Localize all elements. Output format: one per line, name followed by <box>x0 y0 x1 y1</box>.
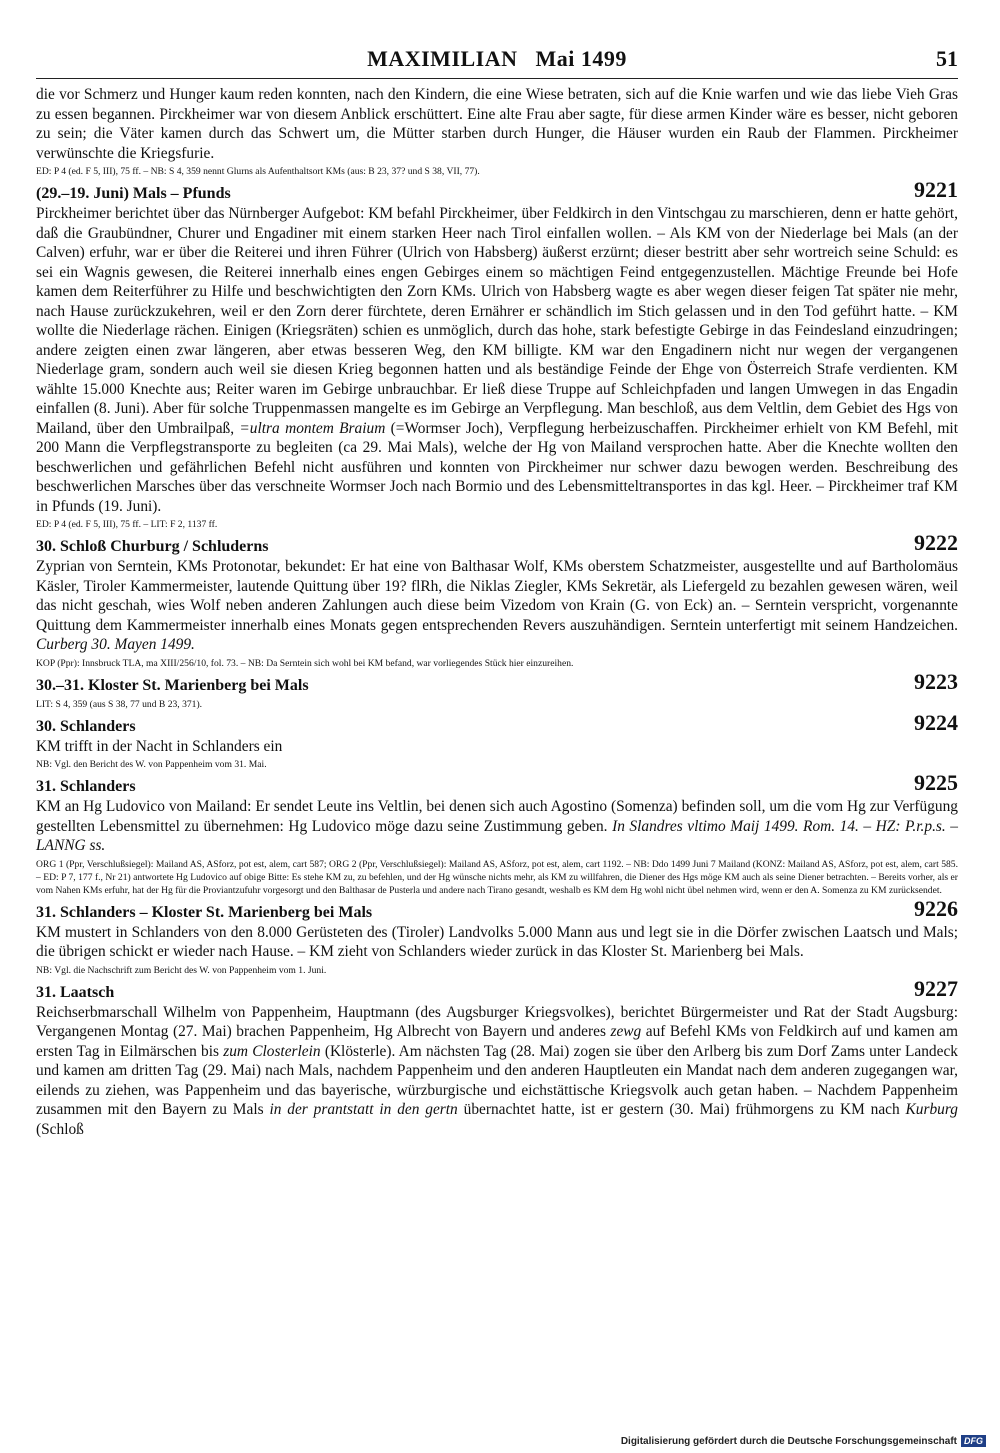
entry-text <box>36 204 958 516</box>
entry-9224 <box>36 709 958 772</box>
italic-segment: Curberg 30. Mayen 1499. <box>36 636 195 653</box>
page-number: 51 <box>936 46 958 71</box>
text-segment: (=Wormser Joch), Verpflegung herbeizuschaffen. Pirckheimer erhielt von KM Befehl, mit 200 Mann die Verpflegstransporte zu begleiten (ca 29. Mai Mals), welche der Hg von Mailand versprochen hatte. Aber die Knechte wollten den beschwerlichen und gefährlichen Befehl nicht ausführen und konnten von Pirckheimer nur schwer dazu bewogen werden. Beschreibung des beschwerlichen Marsches über das verschneite Wormser Joch nach Bormio und des Lebensmitteltransportes in das kgl. Heer. – Pirckheimer traf KM in Pfunds (19. Juni). <box>36 419 958 515</box>
italic-segment: in der prantstatt in den gertn <box>269 1101 458 1118</box>
entry-text <box>36 1003 958 1140</box>
entry-note: LIT: S 4, 359 (aus S 38, 77 und B 23, 371). <box>36 698 203 710</box>
entry-date-place: 31. Laatsch <box>36 983 115 1001</box>
text-segment: auf Befehl KMs von Feldkirch auf und kamen am ersten Tag in Eilmärschen bis <box>36 1023 958 1060</box>
running-header <box>36 44 958 79</box>
text-segment: Reichserbmarschall Wilhelm von Pappenheim, Hauptmann (des Augsburger Kriegsvolkes), berichtet Bürgermeister und Rat der Stadt Augsburg: Vergangenen Montag (27. Mai) brachen Pappenheim, Hg Albrecht von Bayern und anderes <box>36 1003 958 1040</box>
text-segment: Pirckheimer berichtet über das Nürnberger Aufgebot: KM befahl Pirckheimer, über Feldkirch in den Vintschgau zu marschieren, denn er hatte gehört, daß die Graubündner, Churer und Engadiner mit einem starken Heer nach Tirol einfallen wollen. – Als KM von der Niederlage bei Mals (an der Calven) erfuhr, war er über die Reiterei und ihren Führer (Ulrich von Habsberg) äußerst erzürnt; dieser bestritt aber sehr wortreich seine Schuld: es sei ein Wagnis gewesen, die Reiterei innerhalb eines engen Gebirges einem so mächtigen Feind entgegenzustellen. Mächtige Freunde bei Hofe kamen dem Reiterführer zu Hilfe und beschwichtigten den Zorn KMs. Ulrich von Habsberg wagte es aber wegen dieser feigen Tat später nie mehr, nach Hause zurückzukehren, weil er den Zorn derer fürchtete, deren Ernährer er schändlich im Stich gelassen und in den Tod geführt hatte. – KM wollte die Niederlage rächen. Einigen (Kriegsräten) schien es unmöglich, durch das hohe, stark befestigte Gebirge in das Feindesland einzudringen; andere zeigten einen zwar längeren, aber etwas besseren Weg, den KM billigte. KM war den Engadinern nicht nur wegen der vergangenen Niederlage gram, sondern auch weil sie diesen Krieg begonnen hatten und als beständige Feinde der Ehge von Österreich Strafe verdienten. KM wählte 15.000 Knechte aus; Reiter waren im Gebirge unbrauchbar. Er ließ diese Truppe auf Schleichpfaden und langen Umwegen in das Engadin einfallen (8. Juni). Aber für solche Truppenmassen mangelte es im Gebirge an Verpflegung. Man beschloß, aus dem Veltlin, dem Gebiet des Hgs von Mailand, über den Umbrailpaß, <box>36 205 958 437</box>
entry-date-place: 30.–31. Kloster St. Marienberg bei Mals <box>36 676 309 694</box>
intro-note: ED: P 4 (ed. F 5, III), 75 ff. – NB: S 4, 359 nennt Glurns als Aufenthaltsort KMs (aus: B 23, 37? und S 38, VII, 77). <box>36 166 480 177</box>
italic-segment: zum Closterlein <box>223 1042 321 1060</box>
text-segment: KM an Hg Ludovico von Mailand: Er sendet Leute ins Veltlin, bei denen sich auch Agostino (Somenza) befinden soll, um die vom Hg zur Verfügung gestellten Lebensmittel zu übernehmen: Hg Ludovico möge dazu seine Zustimmung geben. <box>36 798 958 835</box>
italic-segment: =ultra montem Braium <box>239 419 386 437</box>
header-name: MAXIMILIAN <box>367 46 518 71</box>
digitization-footer <box>621 1435 986 1447</box>
intro-paragraph: die vor Schmerz und Hunger kaum reden konnten, nach den Kindern, die eine Wiese betraten, sich auf die Knie warfen und wie das liebe Vieh Gras zu essen begannen. Pirckheimer war von diesem Anblick erschüttert. Eine alte Frau aber sagte, für diese armen Kinder wäre es besser, nicht geboren zu sein; die Väter kamen durch das Schwert um, die Mütter starben durch Hunger, die Häuser wurden ein Raub der Flammen. Pirckheimer verwünschte die Kriegsfurie. <box>36 86 958 162</box>
header-title <box>36 46 958 72</box>
entry-note: NB: Vgl. die Nachschrift zum Bericht des W. von Pappenheim vom 1. Juni. <box>36 964 327 976</box>
document-body <box>36 85 958 1139</box>
header-month: Mai 1499 <box>535 46 627 71</box>
entry-number: 9222 <box>914 530 958 555</box>
entry-number: 9223 <box>914 668 958 694</box>
entry-9223 <box>36 668 958 711</box>
text-segment: (Schloß <box>36 1120 84 1138</box>
entry-text: KM trifft in der Nacht in Schlanders ein <box>36 737 283 755</box>
footer-text: Digitalisierung gefördert durch die Deutsche Forschungsgemeinschaft <box>620 1435 957 1447</box>
entry-heading <box>36 668 958 696</box>
entry-heading <box>36 709 958 737</box>
entry-heading <box>36 530 958 557</box>
entry-text <box>36 557 958 655</box>
italic-segment: zewg <box>610 1023 642 1040</box>
entry-number: 9221 <box>914 177 958 202</box>
entry-date-place: 31. Schlanders – Kloster St. Marienberg bei Mals <box>36 903 373 921</box>
entry-note: ORG 1 (Ppr, Verschlußsiegel): Mailand AS, ASforz, pot est, alem, cart 587; ORG 2 (Ppr, Verschlußsiegel): Mailand AS, ASforz, pot est, alem, cart 1192. – NB: Ddo 1499 Juni 7 Mailand (KONZ: Mailand AS, ASforz, pot est, alem, cart 585. – ED: P 7, 177 f., Nr 21) antwortete Hg Ludovico auf obige Bitte: Es stehe KM zu, zu befehlen, und der Hg wünsche nichts mehr, als KM zu willfahren, die Diener des Hgs möge KM auch als seine Diener betrachten. – Bereits vorher, als er vom Nahen KMs erfuhr, hat der Hg für die Proviantzufuhr vorgesorgt und den Balthasar de Pusterla und andere nach Tirano gesandt, weshalb es KM dem Hg wohl nicht übel nehmen wird, wenn er den A. Somenza zu KM zurücksendet. <box>36 858 958 896</box>
entry-note: ED: P 4 (ed. F 5, III), 75 ff. – LIT: F 2, 1137 ff. <box>36 519 218 530</box>
italic-segment: Kurburg <box>905 1101 958 1118</box>
entry-9225 <box>36 770 958 897</box>
entry-date-place: (29.–19. Juni) Mals – Pfunds <box>36 185 231 202</box>
entry-9222 <box>36 530 958 670</box>
entry-note: KOP (Ppr): Innsbruck TLA, ma XIII/256/10, fol. 73. – NB: Da Serntein sich wohl bei KM befand, war vorliegendes Stück hier einzureihen. <box>36 657 574 669</box>
entry-number: 9226 <box>914 895 958 921</box>
entry-9227 <box>36 975 958 1140</box>
text-segment: Zyprian von Serntein, KMs Protonotar, bekundet: Er hat eine von Balthasar Wolf, KMs oberstem Schatzmeister, ausgestellte und auf Bartholomäus Käsler, Tiroler Kammermeister, lautende Quittung über 19? flRh, die Niklas Ziegler, KMs Sekretär, als Liefergeld zu bezahlen gewesen wären, weil das nicht geschah, wies Wolf neben anderen Zahlungen auch diese beim Vizedom von Krain (G. von Eck) an. – Serntein verspricht, vorgenannte Quittung dem Kammermeister innerhalb eines Monats gegen entsprechenden Revers auszuhändigen. Serntein unterfertigt mit seinem Handzeichen. <box>36 558 958 634</box>
entry-heading <box>36 975 958 1003</box>
entry-heading <box>36 177 958 204</box>
italic-segment: In Slandres vltimo Maij 1499. Rom. 14. – HZ: P.r.p.s. – LANNG ss. <box>36 817 958 854</box>
entry-number: 9225 <box>914 770 958 795</box>
entry-text <box>36 797 958 856</box>
entry-date-place: 30. Schloß Churburg / Schluderns <box>36 538 269 555</box>
entry-date-place: 31. Schlanders <box>36 778 136 795</box>
entry-9221 <box>36 177 958 531</box>
entry-heading <box>36 895 958 923</box>
entry-9226 <box>36 895 958 977</box>
entry-heading <box>36 770 958 797</box>
document-page <box>36 44 958 1139</box>
entry-number: 9227 <box>914 975 958 1001</box>
dfg-logo: DFG <box>961 1435 986 1447</box>
entry-date-place: 30. Schlanders <box>36 717 136 735</box>
entry-text: KM mustert in Schlanders von den 8.000 Gerüsteten des (Tiroler) Landvolks 5.000 Mann aus und legt sie in die Dörfer zwischen Laatsch und Mals; die übrigen schickt er wieder nach Hause. – KM zieht von Schlanders wieder zurück in das Kloster St. Marienberg bei Mals. <box>36 923 958 960</box>
text-segment: übernachtet hatte, ist er gestern (30. Mai) frühmorgens zu KM nach <box>457 1101 906 1118</box>
text-segment: (Klösterle). Am nächsten Tag (28. Mai) zogen sie über den Arlberg bis zum Dorf Zams unter Landeck und kamen am dritten Tag (29. Mai) nach Mals, nachdem Pappenheim und den anderen Hauptleuten ein Mandat nach dem anderen zugegangen war, eilends zu ziehen, was Pappenheim und das bayerische, würzburgische und eichstättische Kriegsvolk auch getan haben. – Nachdem Pappenheim zusammen mit den Bayern zu Mals <box>36 1042 958 1118</box>
entry-number: 9224 <box>914 709 958 735</box>
entry-note: NB: Vgl. den Bericht des W. von Pappenheim vom 31. Mai. <box>36 759 267 770</box>
